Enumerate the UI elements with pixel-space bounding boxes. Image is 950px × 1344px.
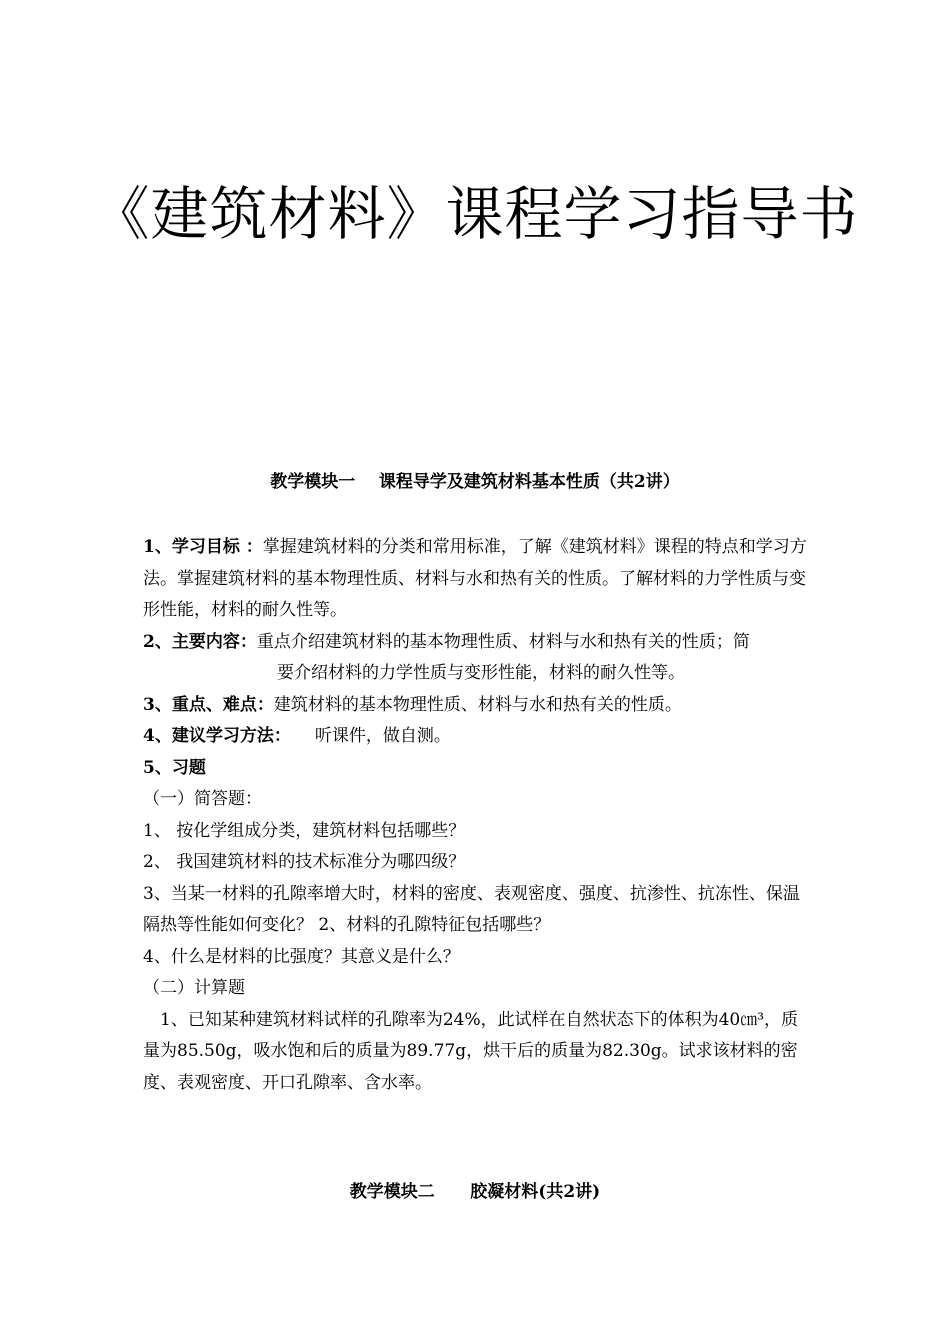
question-4: 4、什么是材料的比强度？其意义是什么？ <box>143 946 460 967</box>
key-points-text: 建筑材料的基本物理性质、材料与水和热有关的性质。 <box>273 694 682 715</box>
short-answer-label: （一）简答题： <box>143 789 262 809</box>
learning-goals-label: 1、学习目标 ： <box>143 537 263 557</box>
calc-label: （二）计算题 <box>143 978 245 998</box>
question-1: 1、 按化学组成分类，建筑材料包括哪些？ <box>143 820 466 841</box>
module1-heading: 教学模块一 课程导学及建筑材料基本性质（共2讲） <box>270 472 680 492</box>
study-method-text: 听课件，做自测。 <box>314 726 451 746</box>
study-method-label: 4、建议学习方法： <box>143 726 291 746</box>
exercises-label: 5、习题 <box>143 757 206 778</box>
module1-content <box>143 532 811 1099</box>
page-title: 《建筑材料》课程学习指导书 <box>91 180 859 248</box>
module2-heading: 教学模块二 胶凝材料(共2讲) <box>349 1182 601 1202</box>
key-points-label: 3、重点、难点： <box>143 694 274 715</box>
question-2: 2、 我国建筑材料的技术标准分为哪四级？ <box>143 852 466 872</box>
main-content <box>143 627 811 659</box>
main-content-label: 2、主要内容： <box>143 631 257 652</box>
key-points <box>143 690 811 722</box>
main-content-text-line2: 要介绍材料的力学性质与变形性能，材料的耐久性等。 <box>277 663 685 683</box>
learning-goals <box>143 532 811 627</box>
calc-question-1: 1、已知某种建筑材料试样的孔隙率为24%，此试样在自然状态下的体积为40㎝³，质量为85.50g，吸水饱和后的质量为89.77g，烘干后的质量为82.30g。试求该材料的密度、表观密度、开口孔隙率、含水率。 <box>143 1009 799 1093</box>
study-method <box>143 721 811 753</box>
question-3: 3、当某一材料的孔隙率增大时，材料的密度、表观密度、强度、抗渗性、抗冻性、保温隔热等性能如何变化？ 2、材料的孔隙特征包括哪些？ <box>143 883 800 935</box>
main-content-text-line1: 重点介绍建筑材料的基本物理性质、材料与水和热有关的性质；简 <box>256 631 750 652</box>
learning-goals-text: 掌握建筑材料的分类和常用标准，了解《建筑材料》课程的特点和学习方法。掌握建筑材料的基本物理性质、材料与水和热有关的性质。了解材料的力学性质与变形性能，材料的耐久性等。 <box>143 537 807 620</box>
